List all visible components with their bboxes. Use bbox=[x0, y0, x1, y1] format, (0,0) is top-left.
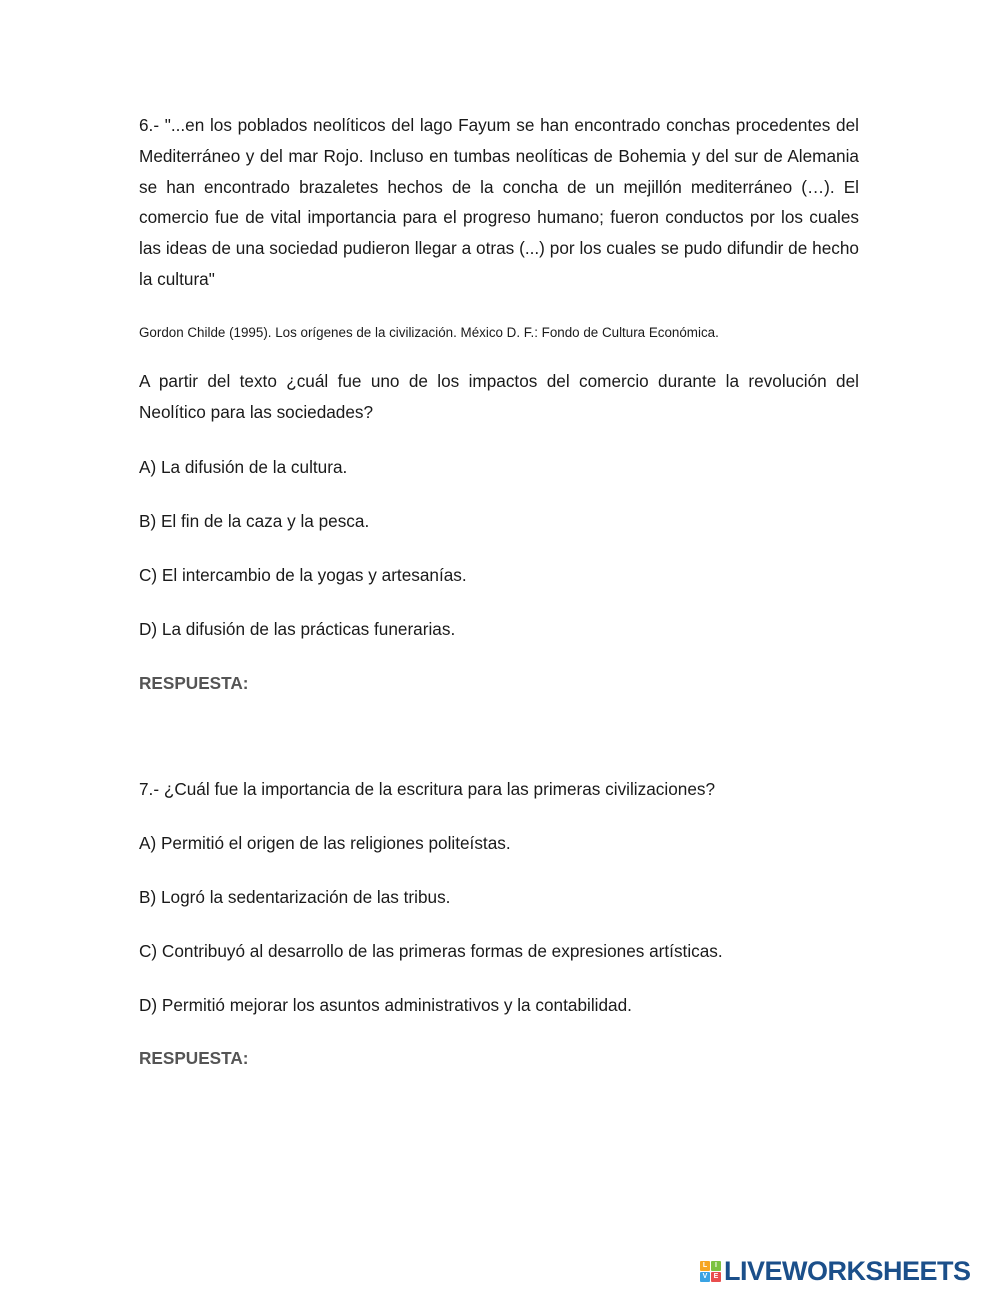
logo-letter: I bbox=[711, 1261, 721, 1271]
q6-option-d[interactable]: D) La difusión de las prácticas funerarias. bbox=[139, 619, 456, 639]
q7-option-d[interactable]: D) Permitió mejorar los asuntos administrativos y la contabilidad. bbox=[139, 995, 632, 1015]
q6-option-c[interactable]: C) El intercambio de la yogas y artesanías. bbox=[139, 565, 467, 585]
logo-brand-text: LIVEWORKSHEETS bbox=[724, 1255, 971, 1286]
q6-quote: 6.- "...en los poblados neolíticos del lago Fayum se han encontrado conchas procedentes del Mediterráneo y del mar Rojo. Incluso en tumbas neolíticas de Bohemia y del sur de Alemania se han encontrado brazaletes hechos de la concha de un mejillón mediterráneo (…). El comercio fue de vital importancia para el progreso humano; fueron conductos por los cuales las ideas de una sociedad pudieron llegar a otras (...) por los cuales se pudo difundir de hecho la cultura" bbox=[139, 115, 859, 289]
logo-icon bbox=[700, 1261, 721, 1282]
q6-question: A partir del texto ¿cuál fue uno de los impactos del comercio durante la revolución del Neolítico para las sociedades? bbox=[139, 371, 859, 422]
q7-option-c[interactable]: C) Contribuyó al desarrollo de las primeras formas de expresiones artísticas. bbox=[139, 941, 723, 961]
q7-answer-label: RESPUESTA: bbox=[139, 1048, 249, 1068]
q7-question: 7.- ¿Cuál fue la importancia de la escritura para las primeras civilizaciones? bbox=[139, 779, 716, 799]
liveworksheets-logo bbox=[700, 1256, 971, 1286]
q7-option-b[interactable]: B) Logró la sedentarización de las tribus. bbox=[139, 887, 451, 907]
q6-option-b[interactable]: B) El fin de la caza y la pesca. bbox=[139, 511, 370, 531]
q6-citation: Gordon Childe (1995). Los orígenes de la civilización. México D. F.: Fondo de Cultura Económica. bbox=[139, 325, 719, 340]
q6-option-a[interactable]: A) La difusión de la cultura. bbox=[139, 457, 348, 477]
q6-answer-label: RESPUESTA: bbox=[139, 673, 249, 693]
logo-letter: L bbox=[700, 1261, 710, 1271]
q7-option-a[interactable]: A) Permitió el origen de las religiones politeístas. bbox=[139, 833, 511, 853]
logo-letter: V bbox=[700, 1272, 710, 1282]
logo-letter: E bbox=[711, 1272, 721, 1282]
